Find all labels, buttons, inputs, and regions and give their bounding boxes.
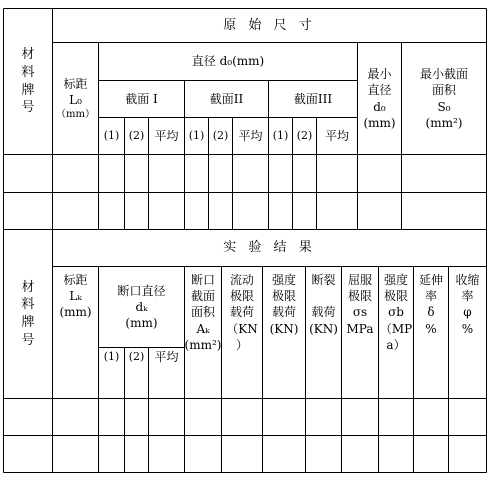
top-s3-sub-2: (2) [296,128,313,142]
top-s3-sub-1: (1) [272,128,289,142]
bottom-elongation: 延伸 率 δ % [418,273,443,336]
top-s2-sub-2: (2) [212,128,229,142]
top-section-2: 截面II [209,91,244,106]
bottom-sub-2: (2) [128,349,145,363]
top-s2-sub-avg: 平均 [238,128,263,143]
bottom-break-diameter: 断口直径 dₖ (mm) [117,283,166,331]
bottom-reduction: 收缩 率 φ % [455,273,480,336]
bottom-yield-strength: 屈服 极限 σs MPa [346,273,374,336]
top-gauge-unit: （mm） [56,108,95,120]
top-s1-sub-1: (1) [103,128,120,142]
top-title: 原 始 尺 寸 [223,17,316,33]
bottom-gauge: 标距 Lₖ (mm) [59,273,92,320]
bottom-ultimate-load: 强度 极限 载荷 (KN) [269,273,299,336]
top-gauge-cell [52,42,99,155]
bottom-material-label: 材 料 牌 号 [21,279,35,348]
top-material-label: 材 料 牌 号 [21,47,35,116]
top-min-area: 最小截面 面积 S₀ (mm²) [419,67,468,130]
bottom-sub-1: (1) [103,349,120,363]
bottom-fracture-load: 断裂 载荷 (KN) [309,273,338,336]
bottom-sub-avg: 平均 [154,349,179,364]
bottom-tensile-strength: 强度 极限 σb （MP a） [379,273,413,352]
top-section-1: 截面 I [125,91,158,106]
bottom-title: 实 验 结 果 [223,240,316,256]
top-s1-sub-avg: 平均 [154,128,179,143]
top-diameter-title: 直径 d₀(mm) [191,54,265,69]
bottom-yield-load: 流动 极限 载荷 （KN ） [226,273,258,352]
top-s2-sub-1: (1) [188,128,205,142]
top-gauge-symbol: L₀ [69,92,82,107]
top-section-3: 截面III [293,91,333,106]
bottom-break-area: 断口 截面 面积 Aₖ (mm²) [184,273,222,352]
top-min-diameter: 最小 直径 d₀ (mm) [363,67,396,130]
top-s3-sub-avg: 平均 [324,128,349,143]
top-s1-sub-2: (2) [128,128,145,142]
top-gauge-label: 标距 [63,76,88,91]
